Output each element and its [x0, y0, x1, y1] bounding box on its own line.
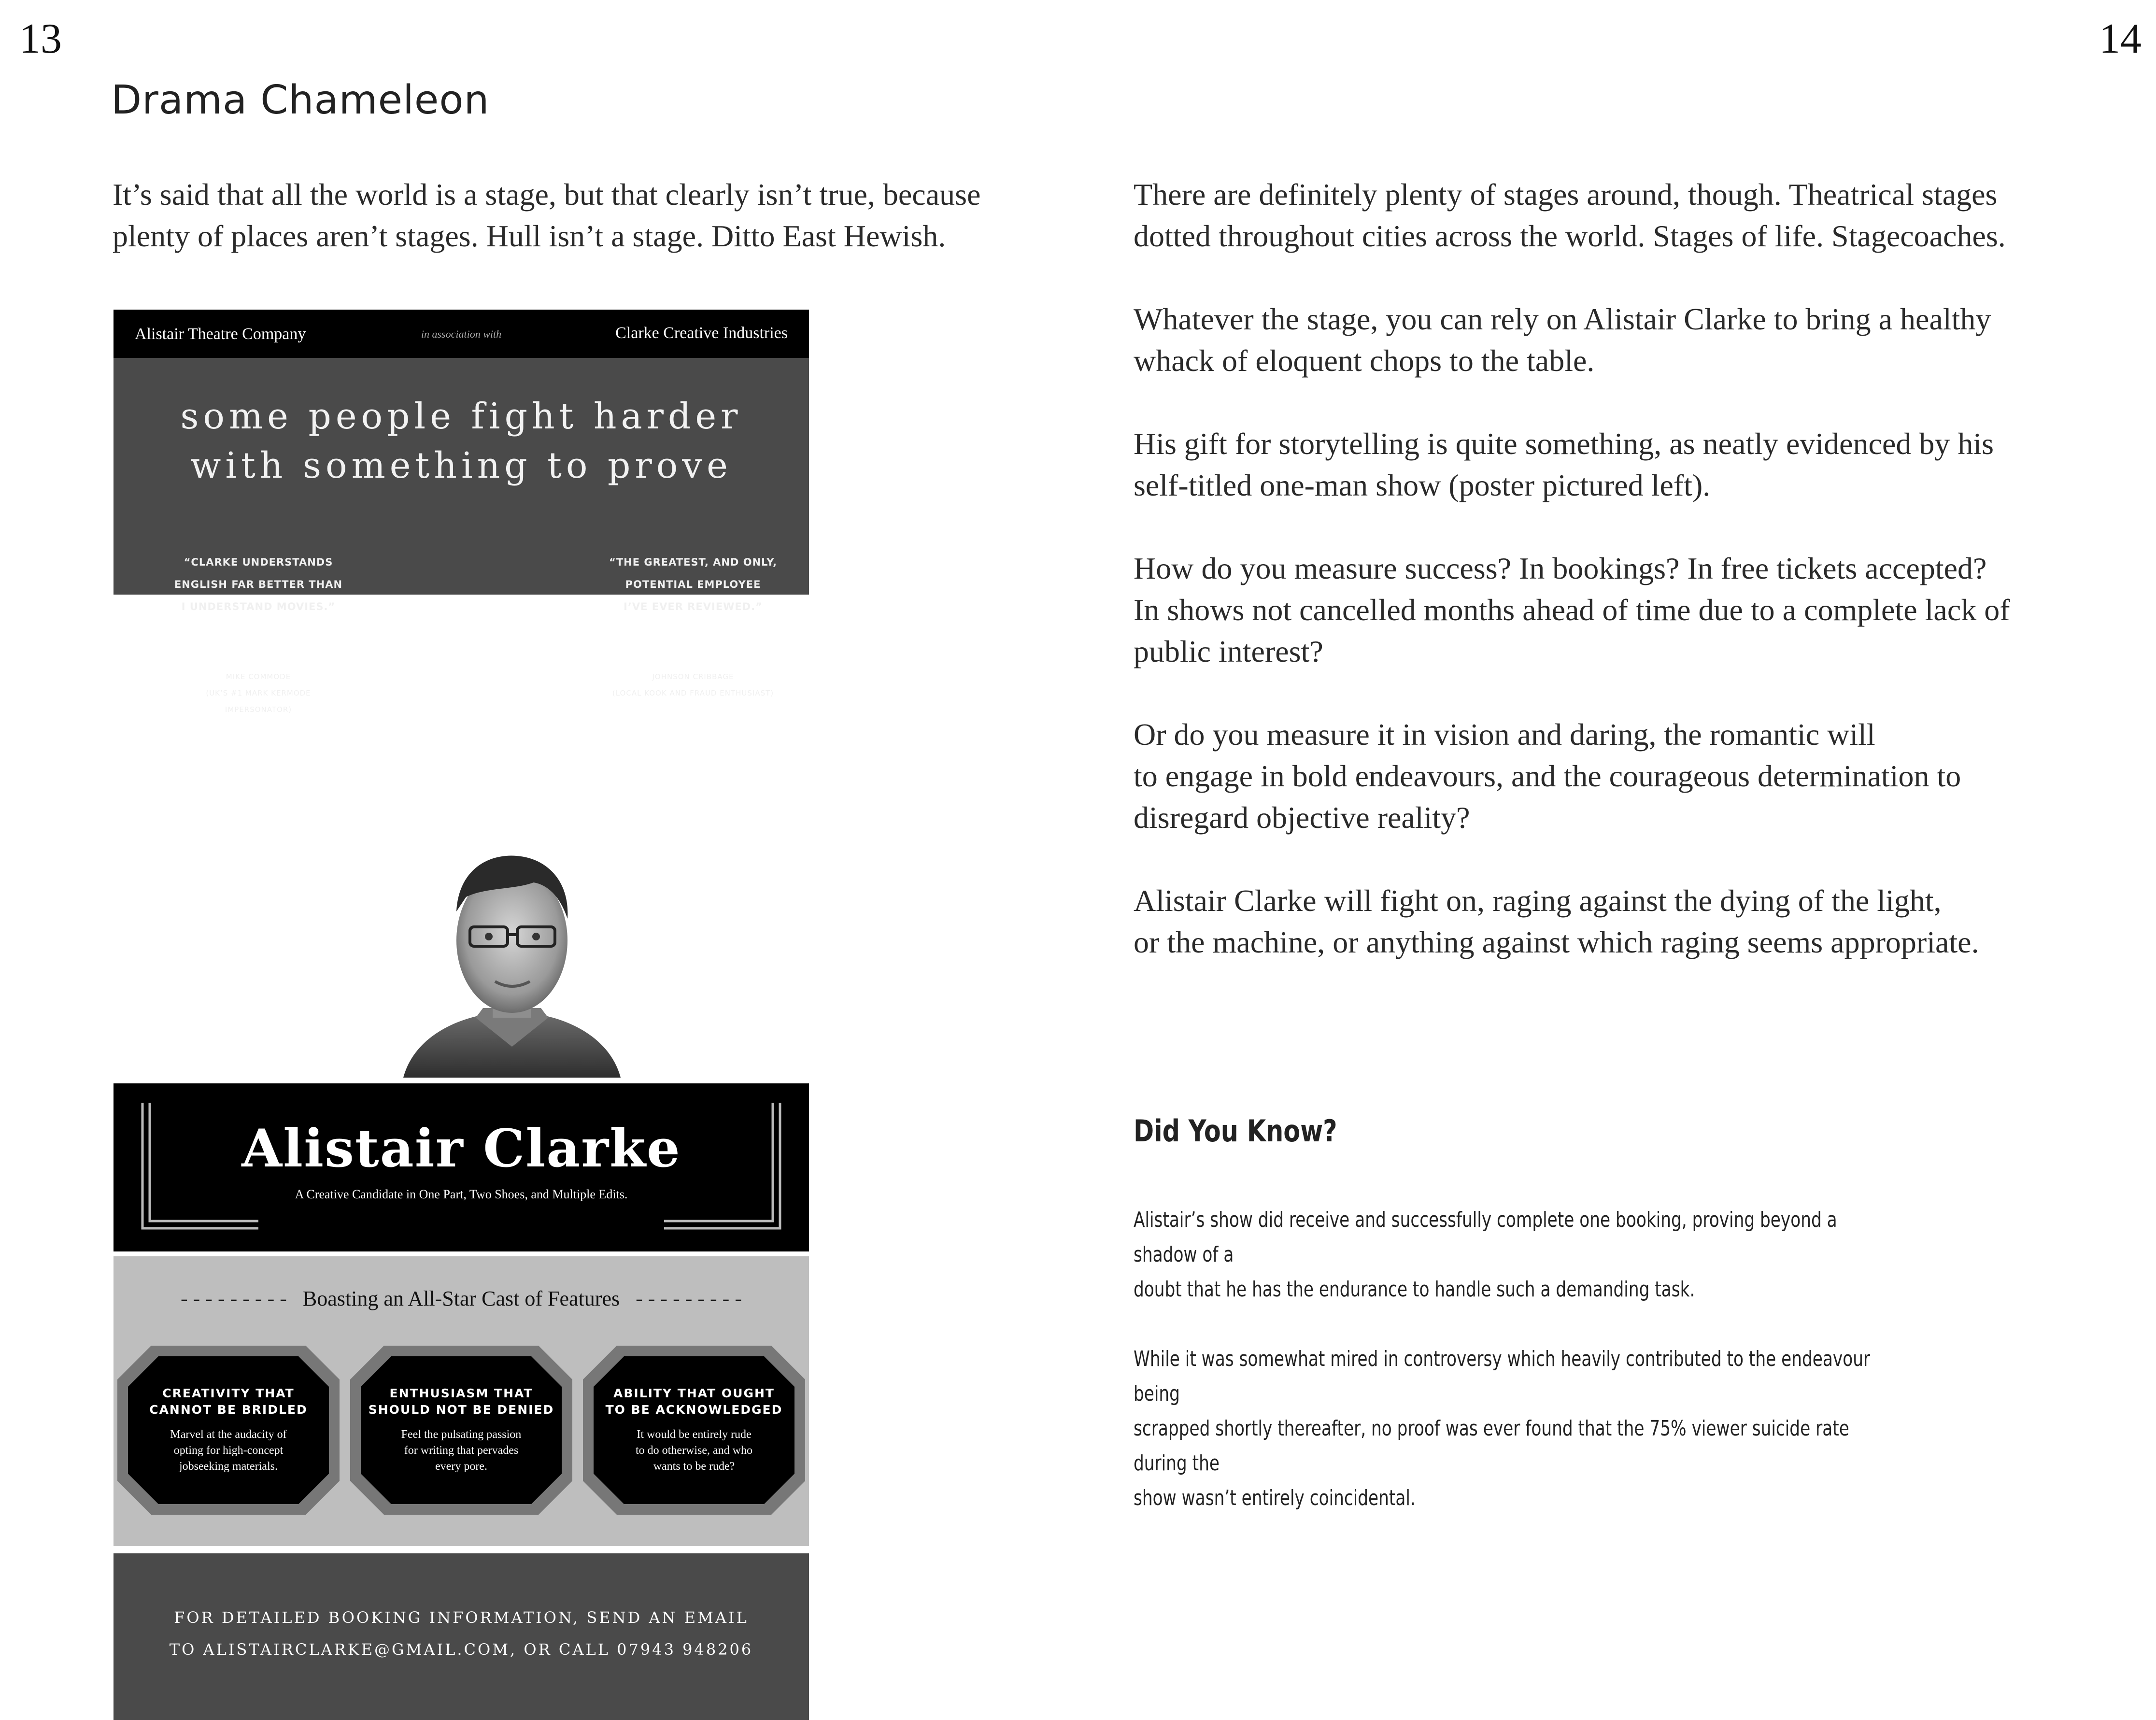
paragraph: While it was somewhat mired in controversy which heavily contributed to the endeavour being scrapped shortly thereafter, no proof was ever found that the 75% viewer suicide rate during the show wasn’t entirely coincidental.: [1134, 1347, 1871, 1510]
paragraph: How do you measure success? In bookings? In free tickets accepted? In shows not cancelled months ahead of time due to a complete lack of public interest?: [1134, 551, 2010, 668]
right-column-text: [1134, 174, 2099, 1005]
quote-line: “CLARKE UNDERSTANDS: [184, 556, 333, 568]
quote-text: [606, 551, 780, 618]
feature-title: ABILITY THAT OUGHT TO BE ACKNOWLEDGED: [605, 1386, 783, 1417]
reviewer-title: (UK’S #1 MARK KERMODE IMPERSONATOR): [206, 689, 311, 714]
review-quote-left: [171, 551, 345, 718]
feature-ability: [583, 1346, 805, 1515]
intro-text: It’s said that all the world is a stage, but that clearly isn’t true, because plenty of places aren’t stages. Hull isn’t a stage. Ditto East Hewish.: [113, 177, 981, 253]
tagline-line: with something to prove: [190, 445, 732, 486]
features-heading: - - - - - - - - - Boasting an All-Star Cast of Features - - - - - - - - -: [181, 1287, 742, 1310]
poster-top-bar: [113, 310, 809, 358]
quote-line: I’VE EVER REVIEWED.”: [624, 601, 763, 612]
page-number-left: 13: [19, 15, 62, 62]
poster-name-banner: [113, 1083, 809, 1251]
reviewer-title: (LOCAL KOOK AND FRAUD ENTHUSIAST): [612, 689, 774, 697]
poster-company-right: Clarke Creative Industries: [615, 324, 788, 342]
feature-creativity: [117, 1346, 340, 1515]
poster-association: in association with: [421, 328, 502, 340]
poster-subtitle: A Creative Candidate in One Part, Two Shoes, and Multiple Edits.: [295, 1187, 628, 1201]
did-you-know-title: Did You Know?: [1134, 1113, 1337, 1149]
portrait-photo: [403, 839, 621, 1078]
paragraph: Alistair Clarke will fight on, raging against the dying of the light, or the machine, or anything against which raging seems appropriate.: [1134, 883, 1979, 959]
paragraph: Alistair’s show did receive and successfully complete one booking, proving beyond a shadow of a doubt that he has the endurance to handle such a demanding task.: [1134, 1208, 1837, 1302]
paragraph: Or do you measure it in vision and daring, the romantic will to engage in bold endeavours, and the courageous determination to disregard objective reality?: [1134, 717, 1961, 835]
star-rating: ★★★★★: [195, 627, 322, 659]
reviewer-name: MIKE COMMODE: [226, 672, 291, 681]
paragraph: There are definitely plenty of stages around, though. Theatrical stages dotted throughout cities across the world. Stages of life. Stagecoaches.: [1134, 177, 2006, 253]
star-rating: ★★★★★: [630, 627, 756, 659]
page-number-right: 14: [2099, 15, 2142, 62]
booking-info: FOR DETAILED BOOKING INFORMATION, SEND AN EMAIL TO ALISTAIRCLARKE@GMAIL.COM, OR CALL 07943 948206: [169, 1608, 753, 1659]
quote-line: I UNDERSTAND MOVIES.”: [181, 601, 336, 612]
feature-description: Feel the pulsating passion for writing that pervades every pore.: [401, 1428, 522, 1473]
quote-attribution: [606, 668, 780, 701]
feature-description: It would be entirely rude to do otherwise, and who wants to be rude?: [636, 1428, 752, 1473]
paragraph: His gift for storytelling is quite something, as neatly evidenced by his self-titled one-man show (poster pictured left).: [1134, 426, 1994, 502]
review-quote-right: [606, 551, 780, 701]
reviewer-name: JOHNSON CRIBBAGE: [652, 672, 734, 681]
feature-title: ENTHUSIASM THAT SHOULD NOT BE DENIED: [368, 1386, 554, 1417]
feature-description: Marvel at the audacity of opting for high-concept jobseeking materials.: [170, 1428, 287, 1473]
feature-enthusiasm: [350, 1346, 572, 1515]
poster-features-section: [113, 1256, 809, 1546]
quote-attribution: [171, 668, 345, 718]
poster-name: Alistair Clarke: [241, 1118, 681, 1179]
poster-company-left: Alistair Theatre Company: [135, 325, 306, 343]
section-title: Drama Chameleon: [111, 77, 490, 123]
did-you-know-body: [1134, 1203, 1887, 1550]
paragraph: Whatever the stage, you can rely on Alistair Clarke to bring a healthy whack of eloquent chops to the table.: [1134, 302, 1991, 378]
quote-text: [171, 551, 345, 618]
quote-line: ENGLISH FAR BETTER THAN: [174, 579, 343, 590]
feature-title: CREATIVITY THAT CANNOT BE BRIDLED: [149, 1386, 308, 1417]
poster-footer: [113, 1553, 809, 1720]
tagline-line: some people fight harder: [180, 396, 742, 437]
poster-tagline: [113, 392, 809, 490]
show-poster: [113, 310, 809, 1659]
quote-line: POTENTIAL EMPLOYEE: [625, 579, 761, 590]
quote-line: “THE GREATEST, AND ONLY,: [609, 556, 777, 568]
intro-paragraph: [113, 174, 1078, 257]
